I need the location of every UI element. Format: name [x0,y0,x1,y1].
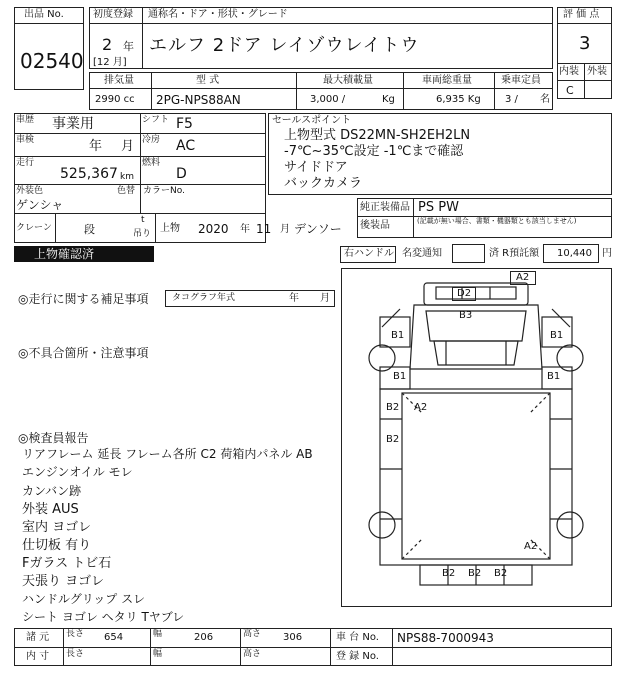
interior-grade: C [566,84,574,97]
inspector-line-10: シート ヨゴレ ヘタリ Tヤブレ [22,610,185,624]
color-change-label: 色替 [117,186,136,196]
int-height-label: 高さ [243,649,262,659]
recycle-unit: 円 [602,248,612,259]
width: 206 [194,632,214,643]
sales-point-line-3: サイドドア [284,160,348,175]
genuine-equipment-label: 純正装備品 [360,202,410,213]
shift: F5 [176,116,193,132]
crane-ton-unit: t [141,215,145,225]
sales-point-line-1: 上物型式 DS22MN-SH2EH2LN [284,128,471,143]
rhd-label: 右ハンドル [344,248,394,259]
exterior-grade-label: 外装 [587,66,607,77]
interior-grade-label: 内装 [559,66,579,77]
height: 306 [283,632,303,643]
lot-number-label: 出品 No. [24,9,64,20]
car-name: エルフ 2ドア レイゾウレイトウ [149,35,420,56]
crane-lift-unit: 吊り [133,229,152,239]
model: 2PG-NPS88AN [156,93,241,107]
width-label: 幅 [153,629,163,639]
ac: AC [176,138,196,154]
damage-diagram [341,268,612,607]
ac-label: 冷房 [142,135,161,145]
chassis-label: 車 台 No. [336,632,379,643]
mileage: 525,367 [60,166,118,182]
max-load-unit: Kg [382,94,395,105]
diagram-label-b2-bottom-1: B2 [442,568,456,579]
year-unit: 年 [123,40,134,53]
mileage-unit: km [120,172,134,182]
genuine-equipment: PS PW [418,200,459,215]
body-year-unit: 年 [240,224,250,235]
crane-steps-unit: 段 [84,223,95,236]
max-load-label: 最大積載量 [323,75,373,86]
displacement-label: 排気量 [104,75,134,86]
lot-number: 02540 [20,49,84,73]
history: 事業用 [52,116,94,132]
sales-point-label: セールスポイント [272,115,352,126]
exterior-color-label: 外装色 [16,186,44,196]
score-label: 評 価 点 [563,9,600,20]
diagram-label-b1-right-top: B1 [550,330,564,341]
inspector-line-5: 室内 ヨゴレ [22,520,92,535]
aftermarket-note: (記載が無い場合、書類・機器類とも該当しません) [417,217,577,225]
inspector-line-3: カンバン跡 [22,484,82,498]
inspection-year: 年 [89,139,103,154]
sales-point-line-2: -7℃~35℃設定 -1℃まで確認 [284,144,464,159]
diagram-label-b1-left-top: B1 [391,330,405,341]
body-label: 上物 [160,223,180,234]
inspector-line-9: ハンドルグリップ スレ [22,592,146,606]
inspector-line-2: エンジンオイル モレ [22,465,133,479]
fuel: D [176,166,187,182]
diagram-label-a2-top: A2 [516,272,530,283]
inspector-line-1: リアフレーム 延長 フレーム各所 C2 荷箱内パネル AB [22,447,313,461]
name-change-box [452,244,485,263]
first-registration-month: [12 月] [93,57,127,68]
registration-label: 登 録 No. [336,651,379,662]
first-registration-year: 2 [102,35,113,54]
tacho-month: 月 [320,293,330,304]
diagram-label-a2-bottom-right: A2 [524,541,538,552]
int-width-label: 幅 [153,649,163,659]
supplement-label: ◎走行に関する補足事項 [18,292,149,306]
interior-label: 内 寸 [26,651,50,662]
crane-label: クレーン [16,223,52,233]
diagram-label-d2: D2 [457,288,472,299]
displacement: 2990 cc [95,94,135,105]
fuel-label: 燃料 [142,158,161,168]
name-change-label: 名変通知 [402,248,442,259]
score-value: 3 [579,33,591,54]
tacho-label: タコグラフ年式 [172,293,236,303]
aftermarket-label: 後装品 [360,220,390,231]
inspector-line-4: 外装 AUS [22,502,79,517]
diagram-label-b3: B3 [459,310,473,321]
capacity-unit: 名 [540,94,550,105]
body-check-bar: 上物確認済 [14,246,154,262]
inspector-line-8: 天張り ヨゴレ [22,574,105,589]
inspection-label: 車検 [16,135,35,145]
gross-weight: 6,935 Kg [436,94,481,105]
capacity-label: 乗車定員 [501,75,541,86]
body-maker: デンソー [294,222,342,236]
int-length-label: 長さ [66,649,85,659]
diagram-label-a2-left: A2 [414,402,428,413]
shift-label: シフト [142,115,170,125]
mileage-label: 走行 [16,158,35,168]
diagram-label-b2-bottom-2: B2 [468,568,482,579]
diagram-label-b2-left-lower: B2 [386,434,400,445]
length-label: 長さ [66,629,85,639]
history-label: 車歴 [16,115,35,125]
body-month: 11 [256,222,272,236]
diagram-label-b2-bottom-3: B2 [494,568,508,579]
diagram-label-b2-left: B2 [386,402,400,413]
model-label: 型 式 [196,75,220,86]
chassis-number: NPS88-7000943 [397,631,494,645]
length: 654 [104,632,124,643]
inspector-line-7: Fガラス トビ石 [22,556,112,571]
diagram-label-b1-right-mid: B1 [547,371,561,382]
first-registration-label: 初度登録 [93,9,133,20]
inspection-month: 月 [121,139,135,154]
height-label: 高さ [243,629,262,639]
body-year: 2020 [198,222,229,236]
diagram-label-b1-left-mid: B1 [393,371,407,382]
inspector-label: ◎検査員報告 [18,431,89,445]
capacity: 3 / [505,94,518,105]
tacho-year: 年 [289,293,299,304]
recycle-amount: 10,440 [557,248,592,259]
vehicle-name-label: 通称名・ドア・形状・グレード [148,9,288,20]
truck-outline-drawing [342,269,611,606]
body-month-unit: 月 [280,224,290,235]
dims-label: 諸 元 [26,632,50,643]
sales-point-line-4: バックカメラ [284,176,363,191]
exterior-color: ゲンシャ [16,198,64,212]
color-number-label: カラーNo. [143,186,185,196]
defect-label: ◎不具合箇所・注意事項 [18,346,149,360]
max-load: 3,000 / [310,94,346,105]
gross-weight-label: 車両総重量 [422,75,472,86]
inspector-line-6: 仕切板 有り [22,538,92,553]
recycle-label: 済 R預託額 [489,248,540,259]
